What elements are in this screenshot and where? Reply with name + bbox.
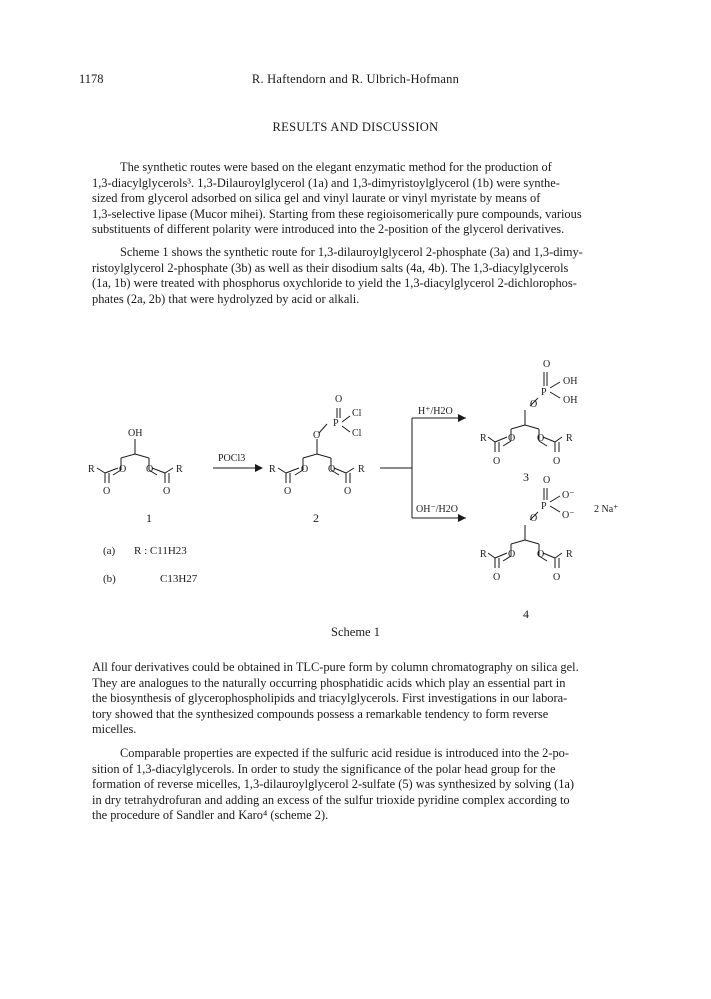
substituent-a-formula: R : C11H23 [134, 545, 187, 557]
r-group-label: R [358, 464, 365, 475]
ester-oxygen-label: O [508, 433, 516, 444]
paragraph-line: Comparable properties are expected if the sulfuric acid residue is introduced into the 2-po- [120, 746, 569, 760]
compound-number-4: 4 [523, 607, 529, 620]
paragraph-line: micelles. [92, 722, 137, 737]
r-group-label: R [176, 464, 183, 475]
hydroxyl-label: OH [563, 395, 578, 406]
phosphorus-label: P [541, 387, 547, 398]
paragraph-line: in dry tetrahydrofuran and adding an excess of the sulfur trioxide pyridine complex according to [92, 792, 570, 807]
hydroxyl-label: OH [128, 428, 143, 439]
paragraph-line: substituents of different polarity were introduced into the 2-position of the glycerol derivatives. [92, 222, 565, 237]
reagent-base: OH⁻/H2O [416, 504, 458, 515]
paragraph-line: Scheme 1 shows the synthetic route for 1,3-dilauroylglycerol 2-phosphate (3a) and 1,3-dimy- [120, 245, 583, 259]
compound-number-1: 1 [146, 511, 152, 525]
compound-number-3: 3 [523, 470, 529, 484]
reagent-pocl3: POCl3 [218, 453, 246, 464]
paragraph-line: The synthetic routes were based on the elegant enzymatic method for the production of [120, 160, 552, 174]
paragraph-line: 1,3-selective lipase (Mucor mihei). Starting from these regioisomerically pure compounds, various [92, 206, 582, 221]
paragraph-2 [92, 245, 628, 307]
carbonyl-oxygen-label: O [493, 456, 501, 467]
r-group-label: R [566, 433, 573, 444]
running-head: R. Haftendorn and R. Ulbrich-Hofmann [251, 72, 460, 86]
carbonyl-oxygen-label: O [344, 486, 352, 497]
ester-oxygen-label: O [537, 549, 545, 560]
chlorine-label: Cl [352, 408, 362, 419]
paragraph-line: 1,3-diacylglycerols³. 1,3-Dilauroylglycerol (1a) and 1,3-dimyristoylglycerol (1b) were synthe- [92, 175, 560, 190]
oxygen-label: O [313, 430, 321, 441]
ester-oxygen-label: O [508, 549, 516, 560]
carbonyl-oxygen-label: O [284, 486, 292, 497]
section-title: RESULTS AND DISCUSSION [272, 120, 439, 134]
paragraph-line: formation of reverse micelles, 1,3-dilauroylglycerol 2-sulfate (5) was synthesized by solving (1a) [92, 777, 575, 792]
counterion-label: 2 Na⁺ [594, 504, 619, 515]
oxygen-label: O [530, 513, 538, 524]
paragraph-line: (1a, 1b) were treated with phosphorus oxychloride to yield the 1,3-diacylglycerol 2-dichlorophos- [92, 276, 577, 291]
carbonyl-oxygen-label: O [103, 486, 111, 497]
oxygen-label: O [543, 359, 551, 370]
ester-oxygen-label: O [146, 464, 154, 475]
r-group-label: R [480, 549, 487, 560]
scheme-caption: Scheme 1 [331, 625, 380, 639]
paragraph-line: All four derivatives could be obtained in TLC-pure form by column chromatography on silica gel. [92, 660, 579, 674]
compound-number-2: 2 [313, 511, 319, 525]
carbonyl-oxygen-label: O [553, 572, 561, 583]
ester-oxygen-label: O [328, 464, 336, 475]
oxygen-label: O [335, 394, 343, 405]
oxy-anion-label: O⁻ [562, 510, 575, 521]
carbonyl-oxygen-label: O [493, 572, 501, 583]
paragraph-line: tory showed that the synthesized compounds possess a remarkable tendency to form reverse [92, 706, 549, 721]
page-number: 1178 [79, 72, 104, 86]
paragraph-line: the procedure of Sandler and Karo⁴ (scheme 2). [92, 808, 329, 823]
paragraph-line: sition of 1,3-diacylglycerols. In order to study the significance of the polar head group for the [92, 761, 556, 776]
paragraph-line: ristoylglycerol 2-phosphate (3b) as well as their disodium salts (4a, 4b). The 1,3-diacylglycerols [92, 260, 569, 275]
carbonyl-oxygen-label: O [553, 456, 561, 467]
oxygen-label: O [543, 475, 551, 486]
ester-oxygen-label: O [301, 464, 309, 475]
oxy-anion-label: O⁻ [562, 490, 575, 501]
r-group-label: R [269, 464, 276, 475]
chlorine-label: Cl [352, 428, 362, 439]
paragraph-line: They are analogues to the naturally occurring phosphatidic acids which play an essential part in [92, 675, 566, 690]
substituent-b-formula: C13H27 [160, 573, 198, 585]
phosphorus-label: P [333, 418, 339, 429]
hydroxyl-label: OH [563, 376, 578, 387]
paragraph-line: sized from glycerol adsorbed on silica gel and vinyl laurate or vinyl myristate by means of [92, 191, 541, 206]
carbonyl-oxygen-label: O [163, 486, 171, 497]
ester-oxygen-label: O [119, 464, 127, 475]
scheme-1-diagram [0, 340, 711, 620]
substituent-b-label: (b) [103, 573, 116, 585]
paragraph-4 [92, 746, 628, 824]
paragraph-line: phates (2a, 2b) that were hydrolyzed by acid or alkali. [92, 291, 360, 306]
phosphorus-label: P [541, 501, 547, 512]
r-group-label: R [566, 549, 573, 560]
paragraph-3 [92, 660, 628, 738]
substituent-a-label: (a) [103, 545, 116, 557]
paragraph-1 [92, 160, 628, 238]
oxygen-label: O [530, 399, 538, 410]
r-group-label: R [480, 433, 487, 444]
paragraph-line: the biosynthesis of glycerophospholipids and triacylglycerols. First investigations in our labora- [92, 691, 568, 706]
r-group-label: R [88, 464, 95, 475]
ester-oxygen-label: O [537, 433, 545, 444]
reagent-acid: H⁺/H2O [418, 406, 453, 417]
